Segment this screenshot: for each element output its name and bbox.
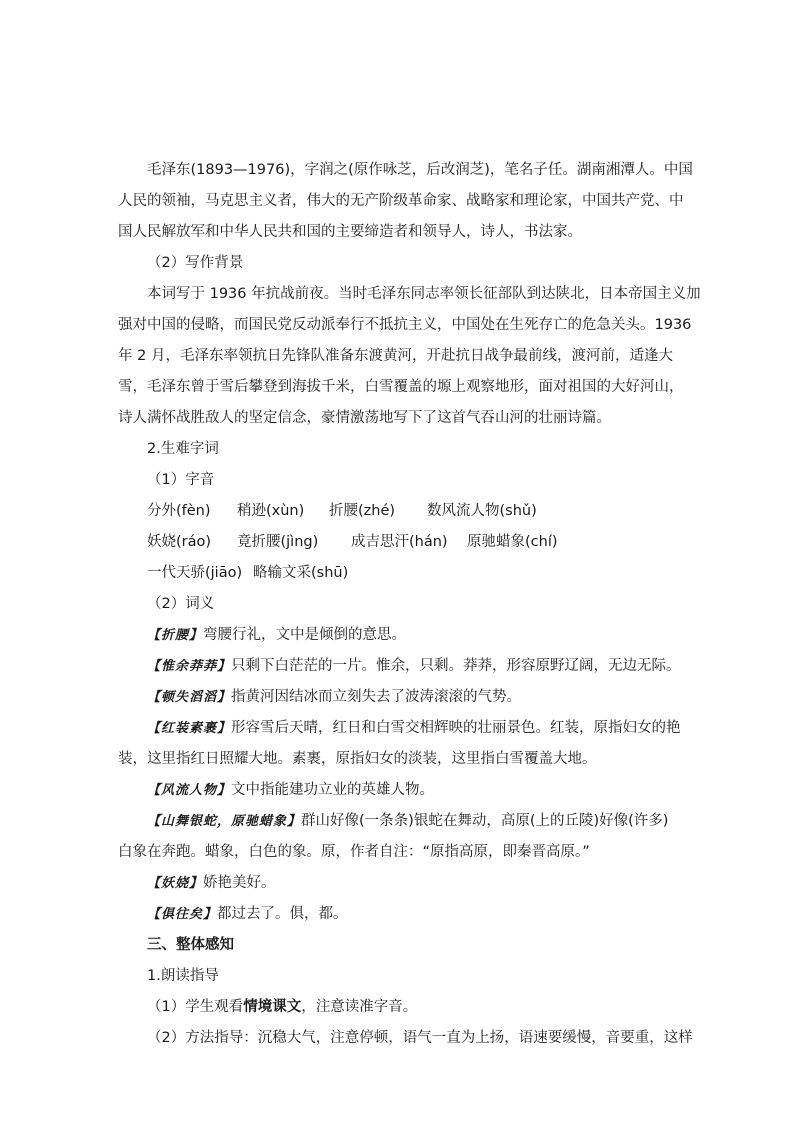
pinyin-item: 原驰蜡象(chí) <box>467 534 558 550</box>
pinyin-item: 一代天骄(jiāo) <box>147 565 243 581</box>
glossary-entry <box>118 899 707 930</box>
pinyin-item: 稍逊(xùn) <box>237 503 305 519</box>
background-heading: （2）写作背景 <box>147 255 244 271</box>
glossary-term: 【红装素裹】 <box>147 721 232 736</box>
section-3-heading: 三、整体感知 <box>147 937 234 953</box>
glossary-definition: 只剩下白茫茫的一片。惟余，只剩。莽莽，形容原野辽阔，无边无际。 <box>231 658 681 674</box>
intro-line-1: 毛泽东(1893—1976)，字润之(原作咏芝，后改润芝)，笔名子任。湖南湘潭人。中国 <box>147 162 693 178</box>
background-line-2: 强对中国的侵略，而国民党反动派奉行不抵抗主义，中国处在生死存亡的危急关头。1936 <box>118 317 692 333</box>
glossary-entry <box>118 682 707 713</box>
reading-step-1-prefix: （1）学生观看 <box>147 999 244 1015</box>
background-line-5: 诗人满怀战胜敌人的坚定信念，豪情激荡地写下了这首气吞山河的壮丽诗篇。 <box>118 410 611 426</box>
section-2-heading: 2.生难字词 <box>147 441 219 457</box>
glossary-definition: 都过去了。俱，都。 <box>217 906 348 922</box>
glossary-definition: 指黄河因结冰而立刻失去了波涛滚滚的气势。 <box>231 689 522 705</box>
background-line-3: 年 2 月，毛泽东率领抗日先锋队准备东渡黄河，开赴抗日战争最前线，渡河前，适逢大 <box>118 348 673 364</box>
glossary-entry <box>118 806 707 837</box>
glossary-term: 【折腰】 <box>147 628 204 643</box>
pinyin-item: 折腰(zhé) <box>329 503 396 519</box>
meaning-heading: （2）词义 <box>147 596 215 612</box>
pinyin-item: 数风流人物(shǔ) <box>427 503 537 519</box>
reading-step-2: （2）方法指导：沉稳大气，注意停顿，语气一直为上扬，语速要缓慢，音要重，这样 <box>147 1030 693 1046</box>
pinyin-item: 分外(fèn) <box>147 503 211 519</box>
reading-step-1-suffix: ，注意读准字音。 <box>301 999 418 1015</box>
glossary-definition: 群山好像(一条条)银蛇在舞动，高原(上的丘陵)好像(许多) <box>301 813 669 829</box>
intro-line-2: 人民的领袖，马克思主义者，伟大的无产阶级革命家、战略家和理论家，中国共产党、中 <box>118 193 684 209</box>
background-line-1: 本词写于 1936 年抗战前夜。当时毛泽东同志率领长征部队到达陕北，日本帝国主义加 <box>147 286 701 302</box>
glossary-definition: 娇艳美好。 <box>203 875 276 891</box>
intro-line-3: 国人民解放军和中华人民共和国的主要缔造者和领导人，诗人，书法家。 <box>118 224 582 240</box>
glossary-entry <box>118 651 707 682</box>
pinyin-item: 略输文采(shū) <box>253 565 349 581</box>
pinyin-item: 竟折腰(jìng) <box>237 534 319 550</box>
glossary-term: 【惟余莽莽】 <box>147 659 232 674</box>
reading-guide-heading: 1.朗读指导 <box>147 968 219 984</box>
glossary-entry <box>118 868 707 899</box>
glossary-term: 【顿失滔滔】 <box>147 690 232 705</box>
glossary-definition: 文中指能建功立业的英雄人物。 <box>231 782 435 798</box>
glossary-term: 【妖娆】 <box>147 876 204 891</box>
pinyin-item: 妖娆(ráo) <box>147 534 212 550</box>
glossary-continuation: 白象在奔跑。蜡象，白色的象。原，作者自注：“原指高原，即秦晋高原。” <box>118 844 590 860</box>
glossary-entry <box>118 775 707 806</box>
pronunciation-heading: （1）字音 <box>147 472 215 488</box>
reading-step-1 <box>118 992 707 1023</box>
pinyin-item: 成吉思汗(hán) <box>351 534 448 550</box>
reading-step-1-emphasis: 情境课文 <box>243 999 302 1015</box>
glossary-term: 【山舞银蛇，原驰蜡象】 <box>147 814 302 829</box>
glossary-continuation: 装，这里指红日照耀大地。素裹，原指妇女的淡装，这里指白雪覆盖大地。 <box>118 751 597 767</box>
glossary-term: 【风流人物】 <box>147 783 232 798</box>
glossary-entry <box>118 620 707 651</box>
glossary-definition: 弯腰行礼，文中是倾倒的意思。 <box>203 627 407 643</box>
glossary-entry <box>118 713 707 744</box>
glossary-term: 【俱往矣】 <box>147 907 218 922</box>
background-line-4: 雪，毛泽东曾于雪后攀登到海拔千米，白雪覆盖的塬上观察地形，面对祖国的大好河山， <box>118 379 684 395</box>
glossary-definition: 形容雪后天晴，红日和白雪交相辉映的壮丽景色。红装，原指妇女的艳 <box>231 720 681 736</box>
